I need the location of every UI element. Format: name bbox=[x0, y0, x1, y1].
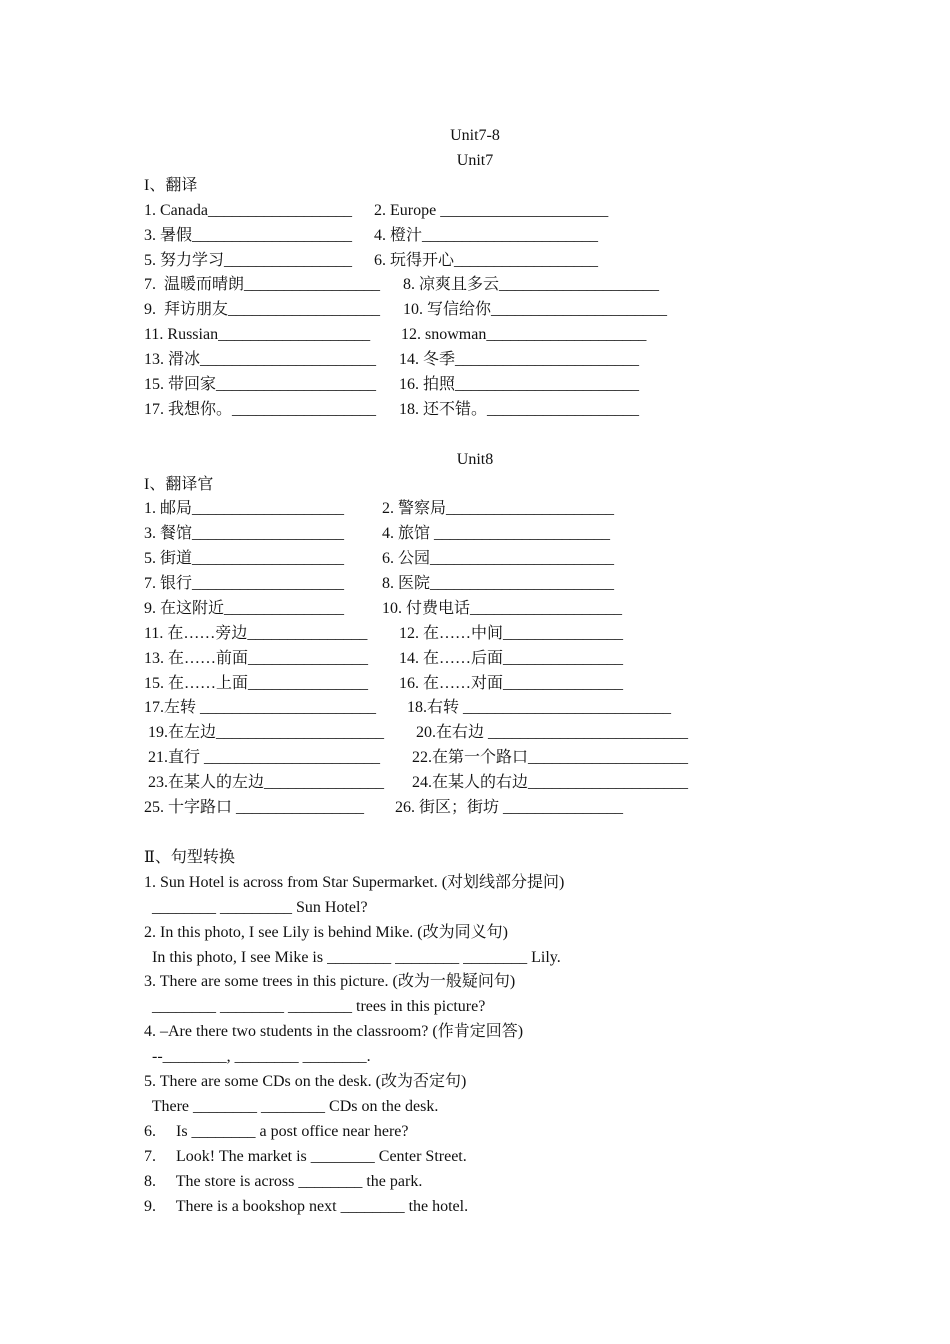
unit7-item-3: 3. 暑假____________________ bbox=[144, 227, 353, 244]
section2-line: In this photo, I see Mike is ________ ________ ________ Lily. bbox=[144, 949, 561, 966]
unit8-item-14: 14. 在……后面_______________ bbox=[399, 650, 624, 667]
unit8-item-8: 8. 医院_______________________ bbox=[382, 575, 615, 592]
section2-line: ________ ________ ________ trees in this picture? bbox=[144, 998, 486, 1015]
unit7-item-16: 16. 拍照_______________________ bbox=[399, 376, 640, 393]
unit7-item-17: 17. 我想你。__________________ bbox=[144, 401, 377, 418]
unit7-item-12: 12. snowman____________________ bbox=[401, 326, 647, 343]
unit7-item-8: 8. 凉爽且多云____________________ bbox=[403, 276, 660, 293]
unit7-section-title: I、翻译 bbox=[144, 177, 198, 194]
section2-line: 3. There are some trees in this picture. (改为一般疑问句) bbox=[144, 973, 516, 990]
unit8-item-12: 12. 在……中间_______________ bbox=[399, 625, 624, 642]
unit8-item-23: 23.在某人的左边_______________ bbox=[144, 774, 385, 791]
unit8-section-title: I、翻译官 bbox=[144, 476, 214, 493]
unit8-item-18: 18.右转 __________________________ bbox=[407, 699, 672, 716]
unit8-item-1: 1. 邮局___________________ bbox=[144, 500, 345, 517]
unit8-item-9: 9. 在这附近_______________ bbox=[144, 600, 345, 617]
unit8-item-2: 2. 警察局_____________________ bbox=[382, 500, 615, 517]
unit8-item-21: 21.直行 ______________________ bbox=[144, 749, 381, 766]
unit8-item-15: 15. 在……上面_______________ bbox=[144, 675, 369, 692]
section2-line: There ________ ________ CDs on the desk. bbox=[144, 1098, 439, 1115]
unit8-item-20: 20.在右边 _________________________ bbox=[416, 724, 689, 741]
section2-line: 2. In this photo, I see Lily is behind Mike. (改为同义句) bbox=[144, 924, 508, 941]
unit8-item-7: 7. 银行___________________ bbox=[144, 575, 345, 592]
unit8-item-22: 22.在第一个路口____________________ bbox=[412, 749, 689, 766]
unit8-item-11: 11. 在……旁边_______________ bbox=[144, 625, 368, 642]
unit7-item-2: 2. Europe _____________________ bbox=[374, 202, 609, 219]
unit8-item-26: 26. 街区；街坊 _______________ bbox=[395, 799, 624, 816]
unit8-item-3: 3. 餐馆___________________ bbox=[144, 525, 345, 542]
unit8-item-5: 5. 街道___________________ bbox=[144, 550, 345, 567]
unit8-item-24: 24.在某人的右边____________________ bbox=[412, 774, 689, 791]
unit8-item-17: 17.左转 ______________________ bbox=[144, 699, 377, 716]
unit8-item-25: 25. 十字路口 ________________ bbox=[144, 799, 365, 816]
unit7-item-15: 15. 带回家____________________ bbox=[144, 376, 377, 393]
unit7-item-14: 14. 冬季_______________________ bbox=[399, 351, 640, 368]
unit8-item-4: 4. 旅馆 ______________________ bbox=[382, 525, 611, 542]
unit7-heading: Unit7 bbox=[456, 152, 494, 169]
unit7-item-1: 1. Canada__________________ bbox=[144, 202, 352, 219]
section2-line: 5. There are some CDs on the desk. (改为否定句) bbox=[144, 1073, 467, 1090]
section2-line: 9. There is a bookshop next ________ the hotel. bbox=[144, 1198, 469, 1215]
section2-line: 8. The store is across ________ the park. bbox=[144, 1173, 423, 1190]
unit8-item-10: 10. 付费电话___________________ bbox=[382, 600, 623, 617]
unit8-item-13: 13. 在……前面_______________ bbox=[144, 650, 369, 667]
unit8-item-16: 16. 在……对面_______________ bbox=[399, 675, 624, 692]
unit8-item-6: 6. 公园_______________________ bbox=[382, 550, 615, 567]
section2-line: 4. –Are there two students in the classroom? (作肯定回答) bbox=[144, 1023, 524, 1040]
unit7-item-11: 11. Russian___________________ bbox=[144, 326, 371, 343]
section2-line: --________, ________ ________. bbox=[144, 1048, 371, 1065]
unit7-item-13: 13. 滑冰______________________ bbox=[144, 351, 377, 368]
section2-line: 1. Sun Hotel is across from Star Supermarket. (对划线部分提问) bbox=[144, 874, 565, 891]
section2-title: Ⅱ、句型转换 bbox=[144, 849, 235, 866]
unit7-item-6: 6. 玩得开心__________________ bbox=[374, 252, 599, 269]
section2-line: 7. Look! The market is ________ Center Street. bbox=[144, 1148, 467, 1165]
unit7-item-10: 10. 写信给你______________________ bbox=[403, 301, 668, 318]
unit7-item-7: 7. 温暖而晴朗_________________ bbox=[144, 276, 381, 293]
unit7-item-18: 18. 还不错。___________________ bbox=[399, 401, 640, 418]
section2-line: ________ _________ Sun Hotel? bbox=[144, 899, 368, 916]
section2-line: 6. Is ________ a post office near here? bbox=[144, 1123, 409, 1140]
unit7-item-5: 5. 努力学习________________ bbox=[144, 252, 353, 269]
unit7-item-4: 4. 橙汁______________________ bbox=[374, 227, 599, 244]
document-title: Unit7-8 bbox=[450, 127, 500, 144]
unit8-heading: Unit8 bbox=[456, 451, 494, 468]
unit7-item-9: 9. 拜访朋友___________________ bbox=[144, 301, 381, 318]
unit8-item-19: 19.在左边_____________________ bbox=[144, 724, 385, 741]
